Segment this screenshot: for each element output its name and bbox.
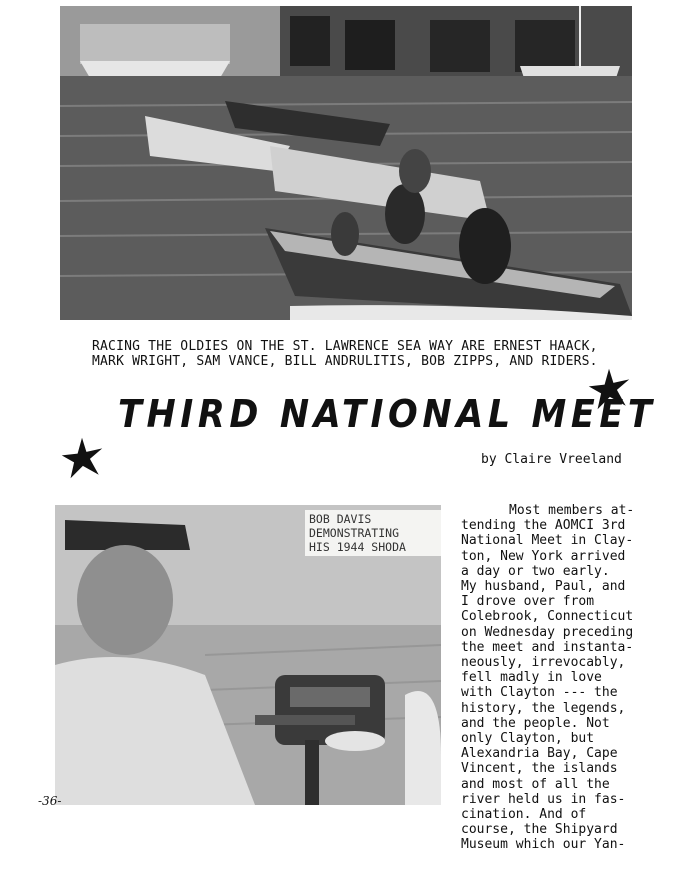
article-line: National Meet in Clay- xyxy=(461,533,634,549)
article-line: course, the Shipyard xyxy=(461,822,618,838)
article-line: tending the AOMCI 3rd xyxy=(461,518,626,534)
article-line: ton, New York arrived xyxy=(461,548,626,564)
top-photo-caption xyxy=(92,339,632,369)
article-line: history, the legends, xyxy=(461,700,626,716)
photo-label xyxy=(305,510,441,556)
article-line: neously, irrevocably, xyxy=(461,655,626,671)
article-line: Most members at- xyxy=(509,503,635,518)
article-line: on Wednesday preceding xyxy=(461,624,634,640)
article-line: Vincent, the islands xyxy=(461,761,618,777)
byline: by Claire Vreeland xyxy=(481,452,622,467)
page-number: -36- xyxy=(38,794,62,808)
article-line: only Clayton, but xyxy=(461,731,595,747)
caption-line: RACING THE OLDIES ON THE ST. LAWRENCE SEA WAY ARE ERNEST HAACK, xyxy=(92,339,598,354)
star-icon xyxy=(60,436,104,480)
article-line: Museum which our Yan- xyxy=(461,837,626,853)
article-line: and the people. Not xyxy=(461,715,610,731)
article-line: Alexandria Bay, Cape xyxy=(461,746,618,762)
article-line: the meet and instanta- xyxy=(461,639,634,655)
article-title: THIRD NATIONAL MEET xyxy=(118,392,657,436)
article-line: My husband, Paul, and xyxy=(461,579,626,595)
article-line: a day or two early. xyxy=(461,563,610,579)
article-line: fell madly in love xyxy=(461,670,602,686)
article-line: I drove over from xyxy=(461,594,595,610)
photo-label-line: BOB DAVIS xyxy=(309,512,372,526)
article-line: cination. And of xyxy=(461,807,587,823)
racing-boats-photo xyxy=(60,6,632,320)
article-line: river held us in fas- xyxy=(461,791,626,807)
photo-label-line: DEMONSTRATING xyxy=(309,526,400,540)
photo-label-line: HIS 1944 SHODA xyxy=(309,540,406,554)
article-body xyxy=(461,503,641,853)
caption-line: MARK WRIGHT, SAM VANCE, BILL ANDRULITIS, BOB ZIPPS, AND RIDERS. xyxy=(92,354,598,369)
article-line: and most of all the xyxy=(461,776,610,792)
article-line: with Clayton --- the xyxy=(461,685,618,701)
article-line: Colebrook, Connecticut xyxy=(461,609,634,625)
